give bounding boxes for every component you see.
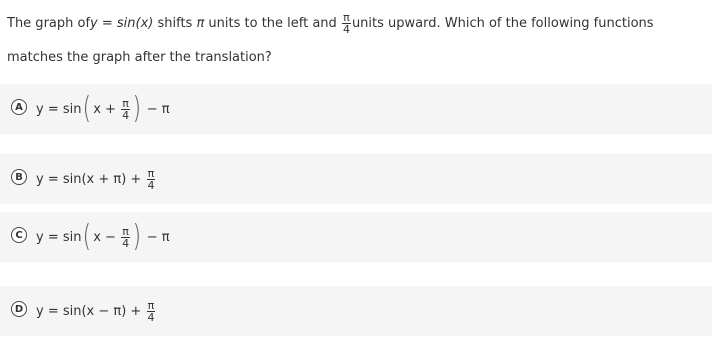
option-a-expression — [36, 93, 170, 125]
right-paren: ) — [132, 91, 142, 126]
option-c-denominator: 4 — [122, 236, 130, 250]
option-b-fraction — [146, 168, 155, 191]
option-b-prefix: y = sin(x + π) + — [36, 171, 146, 187]
option-c[interactable] — [0, 212, 712, 262]
option-b-letter: B — [11, 169, 27, 185]
question-part-4: units upward. Which of the following functions — [351, 15, 654, 31]
question-fraction — [342, 12, 351, 35]
option-a-prefix: y = sin — [36, 101, 82, 117]
option-a-fraction — [121, 98, 130, 121]
option-c-suffix: − π — [146, 229, 170, 245]
option-a-inner: x + — [93, 101, 121, 117]
fraction-numerator: π — [343, 11, 350, 24]
option-a-denominator: 4 — [122, 108, 130, 122]
question-line-1 — [7, 12, 707, 35]
option-d-expression — [36, 295, 156, 327]
option-d-prefix: y = sin(x − π) + — [36, 303, 146, 319]
option-c-fraction — [121, 226, 130, 249]
left-paren: ( — [83, 219, 92, 254]
question-part-3: units to the left and — [204, 15, 341, 31]
question-part-2: shifts — [153, 15, 197, 31]
option-c-inner: x − — [93, 229, 121, 245]
option-d[interactable] — [0, 286, 712, 336]
option-c-letter: C — [11, 227, 27, 243]
option-c-expression — [36, 221, 170, 253]
left-paren: ( — [83, 91, 92, 126]
question-pi: π — [196, 15, 205, 31]
option-d-letter: D — [11, 301, 27, 317]
option-c-numerator: π — [122, 224, 129, 238]
option-a[interactable] — [0, 84, 712, 134]
option-d-fraction — [146, 300, 155, 323]
option-d-denominator: 4 — [147, 310, 155, 324]
question-line-2: matches the graph after the translation? — [7, 50, 272, 65]
option-b-expression — [36, 163, 156, 195]
right-paren: ) — [132, 219, 142, 254]
question-text — [7, 12, 707, 68]
question-function: y = sin(x) — [90, 15, 154, 31]
option-b-numerator: π — [147, 166, 155, 180]
option-d-numerator: π — [147, 298, 155, 312]
question-part-1: The graph of — [7, 15, 91, 31]
option-a-numerator: π — [122, 96, 129, 110]
option-b-denominator: 4 — [147, 178, 155, 192]
fraction-denominator: 4 — [342, 23, 350, 36]
option-b[interactable] — [0, 154, 712, 204]
option-a-letter: A — [11, 99, 27, 115]
option-c-prefix: y = sin — [36, 229, 82, 245]
option-a-suffix: − π — [146, 101, 170, 117]
